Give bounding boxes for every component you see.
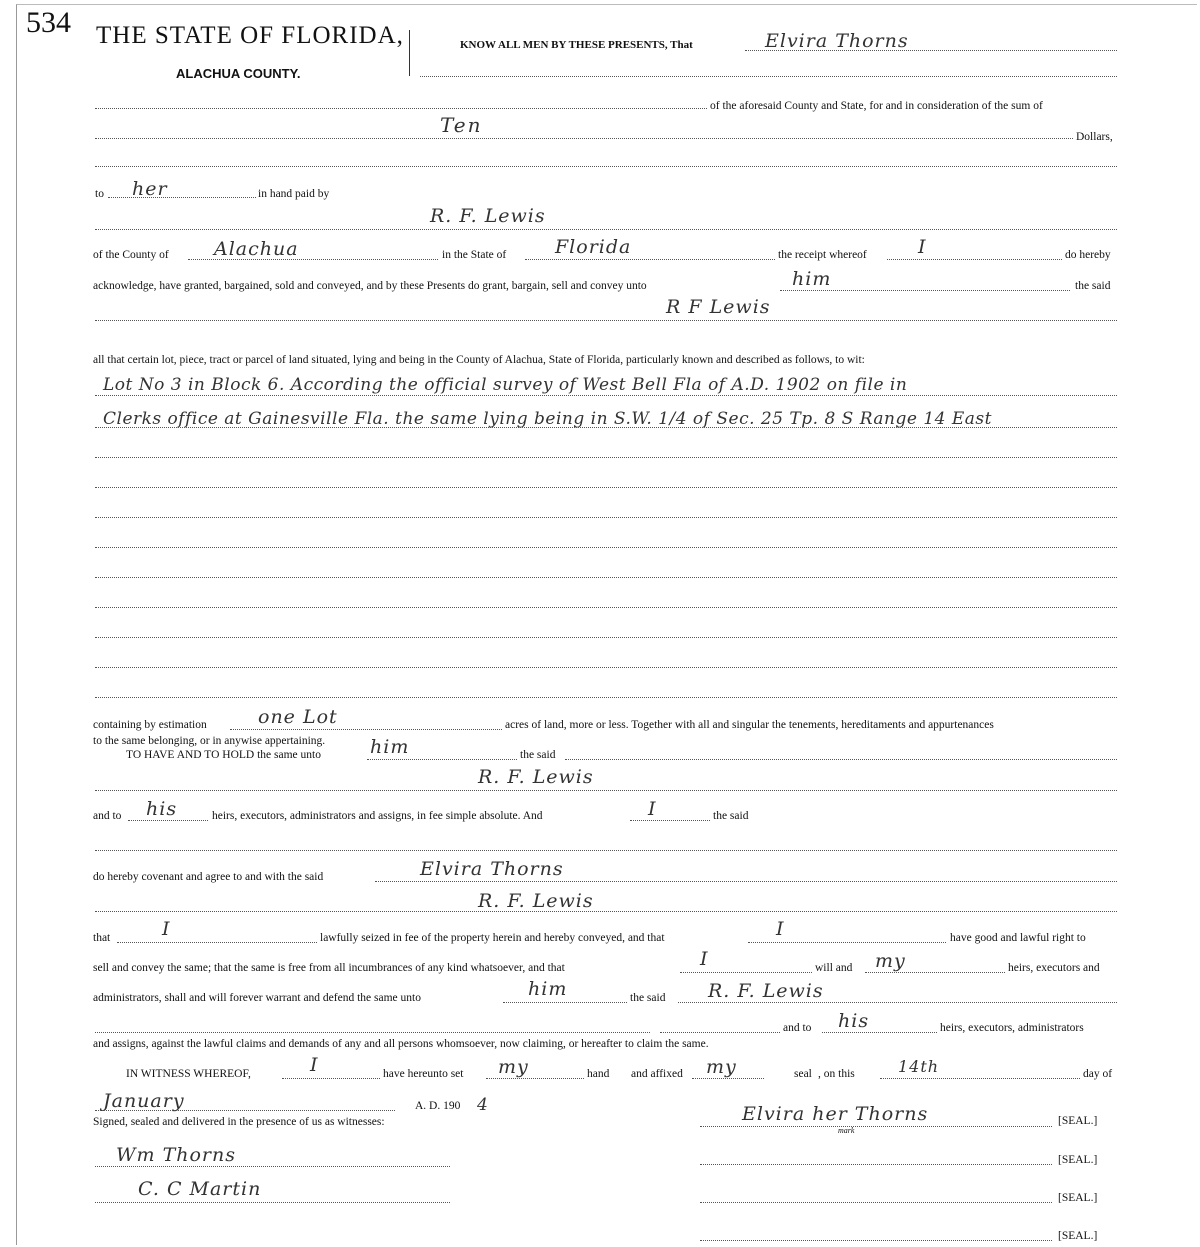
blank-line xyxy=(420,76,1117,77)
the-said-3-text: the said xyxy=(713,810,749,822)
county-line xyxy=(188,259,438,260)
set-my: my xyxy=(498,1056,529,1078)
hand-text: hand xyxy=(587,1068,610,1080)
seal-label-4: [SEAL.] xyxy=(1058,1230,1098,1242)
desc-line xyxy=(95,667,1117,668)
sum-line xyxy=(95,138,1073,139)
covenant-line xyxy=(375,881,1117,882)
and-to-2-text: and to xyxy=(783,1022,812,1034)
state-heading: THE STATE OF FLORIDA, xyxy=(96,22,404,49)
admin-line xyxy=(503,1002,627,1003)
witness-2-line xyxy=(95,1202,450,1203)
desc-line xyxy=(95,607,1117,608)
desc-line xyxy=(95,637,1117,638)
signature-line-4 xyxy=(700,1240,1052,1241)
affixed-my: my xyxy=(706,1056,737,1078)
acknowledge-text: acknowledge, have granted, bargained, sold and conveyed, and by these Presents do grant, bargain, sell and convey unto xyxy=(93,280,647,292)
seal-label-2: [SEAL.] xyxy=(1058,1154,1098,1166)
sell-text: sell and convey the same; that the same is free from all incumbrances of any kind whatsoever, and that xyxy=(93,962,565,974)
desc-line xyxy=(95,395,1117,396)
lawfully-who: I xyxy=(776,918,785,940)
blank-line xyxy=(95,850,1117,851)
covenant-name-1: Elvira Thorns xyxy=(420,858,564,880)
seal-text: seal xyxy=(794,1068,812,1080)
acres-text: acres of land, more or less. Together with all and singular the tenements, hereditaments and appurtenances xyxy=(505,719,994,731)
said-4-text: the said xyxy=(630,992,666,1004)
covenant-line-2 xyxy=(95,911,1117,912)
signature-line-2 xyxy=(700,1164,1052,1165)
on-this-text: , on this xyxy=(818,1068,855,1080)
county-name: Alachua xyxy=(214,238,299,260)
county-of-text: of the County of xyxy=(93,249,169,261)
witness-1-line xyxy=(95,1166,450,1167)
header-brace xyxy=(409,30,410,76)
witness-2-signature: C. C Martin xyxy=(138,1178,262,1200)
have-line xyxy=(367,759,517,760)
signer-signature: Elvira her Thorns xyxy=(742,1103,929,1125)
blank-line xyxy=(95,166,1117,167)
sell-who: I xyxy=(700,948,709,970)
to-text: to xyxy=(95,188,104,200)
grantee-4-line xyxy=(678,1002,1117,1003)
grantor-line xyxy=(745,50,1117,51)
his-value: his xyxy=(146,798,178,820)
heirs-3-text: heirs, executors, administrators xyxy=(940,1022,1084,1034)
year-digit: 4 xyxy=(477,1095,489,1115)
convey-line xyxy=(780,290,1070,291)
blank-line xyxy=(95,1032,650,1033)
belonging-text: to the same belonging, or in anywise appertaining. xyxy=(93,735,326,747)
his-2-line xyxy=(822,1032,937,1033)
grantee-2: R. F. Lewis xyxy=(478,766,594,788)
sum-value: Ten xyxy=(440,113,483,137)
witness-1-signature: Wm Thorns xyxy=(116,1144,237,1166)
witness-text: IN WITNESS WHEREOF, xyxy=(126,1068,251,1080)
blank-line xyxy=(660,1032,780,1033)
his-line xyxy=(128,820,208,821)
state-name: Florida xyxy=(555,236,632,258)
signed-text: Signed, sealed and delivered in the presence of us as witnesses: xyxy=(93,1116,385,1128)
will-and-text: will and xyxy=(815,962,853,974)
receipt-text: the receipt whereof xyxy=(778,249,867,261)
state-of-text: in the State of xyxy=(442,249,507,261)
admin-text: administrators, shall and will forever warrant and defend the same unto xyxy=(93,992,421,1004)
blank-line xyxy=(95,108,707,109)
day-line xyxy=(880,1078,1080,1079)
that-who: I xyxy=(162,918,171,940)
grantor-name: Elvira Thorns xyxy=(765,30,909,52)
lawfully-text: lawfully seized in fee of the property herein and hereby conveyed, and that xyxy=(320,932,665,944)
receipt-line xyxy=(887,259,1062,260)
county-heading: ALACHUA COUNTY. xyxy=(176,66,301,81)
payer-line xyxy=(95,229,1117,230)
have-good-text: have good and lawful right to xyxy=(950,932,1086,944)
description-line-1: Lot No 3 in Block 6. According the official survey of West Bell Fla of A.D. 1902 on file in xyxy=(103,375,908,395)
covenant-text: do hereby covenant and agree to and with the said xyxy=(93,871,324,883)
do-hereby-text: do hereby xyxy=(1065,249,1111,261)
and-who-line xyxy=(630,820,710,821)
his-2-value: his xyxy=(838,1010,870,1032)
desc-line xyxy=(95,517,1117,518)
admin-to: him xyxy=(528,978,568,1000)
affixed-text: and affixed xyxy=(631,1068,683,1080)
witness-line xyxy=(282,1078,380,1079)
payer-name: R. F. Lewis xyxy=(430,205,546,227)
all-that-text: all that certain lot, piece, tract or parcel of land situated, lying and being in the County of Alachua, State of Florida, particularly known and described as follows, to wit: xyxy=(93,354,865,366)
lawfully-line xyxy=(748,942,946,943)
ad-text: A. D. 190 xyxy=(415,1100,461,1112)
page-number: 534 xyxy=(26,6,71,39)
containing-text: containing by estimation xyxy=(93,719,207,731)
said-2-text: the said xyxy=(520,749,556,761)
heirs-2-text: heirs, executors and xyxy=(1008,962,1100,974)
mark-label: mark xyxy=(838,1126,855,1135)
will-my: my xyxy=(875,950,906,972)
desc-line xyxy=(95,457,1117,458)
affixed-line xyxy=(692,1078,764,1079)
aforesaid-text: of the aforesaid County and State, for and in consideration of the sum of xyxy=(710,100,1043,112)
to-have-text: TO HAVE AND TO HOLD the same unto xyxy=(126,749,321,761)
acres-line xyxy=(230,729,502,730)
receipt-who: I xyxy=(918,236,927,258)
sell-line xyxy=(680,972,812,973)
to-whom: her xyxy=(132,178,168,200)
seal-label-3: [SEAL.] xyxy=(1058,1192,1098,1204)
page-border xyxy=(16,4,1197,1245)
desc-line xyxy=(95,427,1117,428)
said-line xyxy=(565,759,1117,760)
know-all-text: KNOW ALL MEN BY THESE PRESENTS, That xyxy=(460,39,693,51)
day-number: 14th xyxy=(898,1057,940,1076)
desc-line xyxy=(95,577,1117,578)
to-line xyxy=(108,197,256,198)
grantee-name: R F Lewis xyxy=(666,296,771,318)
desc-line xyxy=(95,697,1117,698)
grantee-line xyxy=(95,320,1117,321)
witness-who: I xyxy=(310,1054,319,1076)
hereunto-text: have hereunto set xyxy=(383,1068,464,1080)
set-my-line xyxy=(486,1078,584,1079)
convey-to: him xyxy=(792,268,832,290)
day-of-text: day of xyxy=(1083,1068,1113,1080)
signature-line-1 xyxy=(700,1126,1052,1127)
that-text: that xyxy=(93,932,111,944)
desc-line xyxy=(95,487,1117,488)
month-line xyxy=(95,1110,395,1111)
description-line-2: Clerks office at Gainesville Fla. the same lying being in S.W. 1/4 of Sec. 25 Tp. 8 S Range 14 East xyxy=(103,409,992,429)
grantee-2-line xyxy=(95,790,1117,791)
have-to: him xyxy=(370,736,410,758)
will-my-line xyxy=(865,972,1005,973)
heirs-text: heirs, executors, administrators and assigns, in fee simple absolute. And xyxy=(212,810,543,822)
dollars-text: Dollars, xyxy=(1076,131,1113,143)
and-to-text: and to xyxy=(93,810,122,822)
grantee-4: R. F. Lewis xyxy=(708,980,824,1002)
that-line xyxy=(117,942,317,943)
state-line xyxy=(525,259,775,260)
assigns-text: and assigns, against the lawful claims and demands of any and all persons whomsoever, now claiming, or hereafter to claim the same. xyxy=(93,1038,709,1050)
the-said-text: the said xyxy=(1075,280,1111,292)
acres-value: one Lot xyxy=(258,706,338,728)
month-value: January xyxy=(103,1090,185,1112)
desc-line xyxy=(95,547,1117,548)
in-hand-text: in hand paid by xyxy=(258,188,330,200)
covenant-name-2: R. F. Lewis xyxy=(478,890,594,912)
signature-line-3 xyxy=(700,1202,1052,1203)
and-who: I xyxy=(648,798,657,820)
seal-label-1: [SEAL.] xyxy=(1058,1115,1098,1127)
